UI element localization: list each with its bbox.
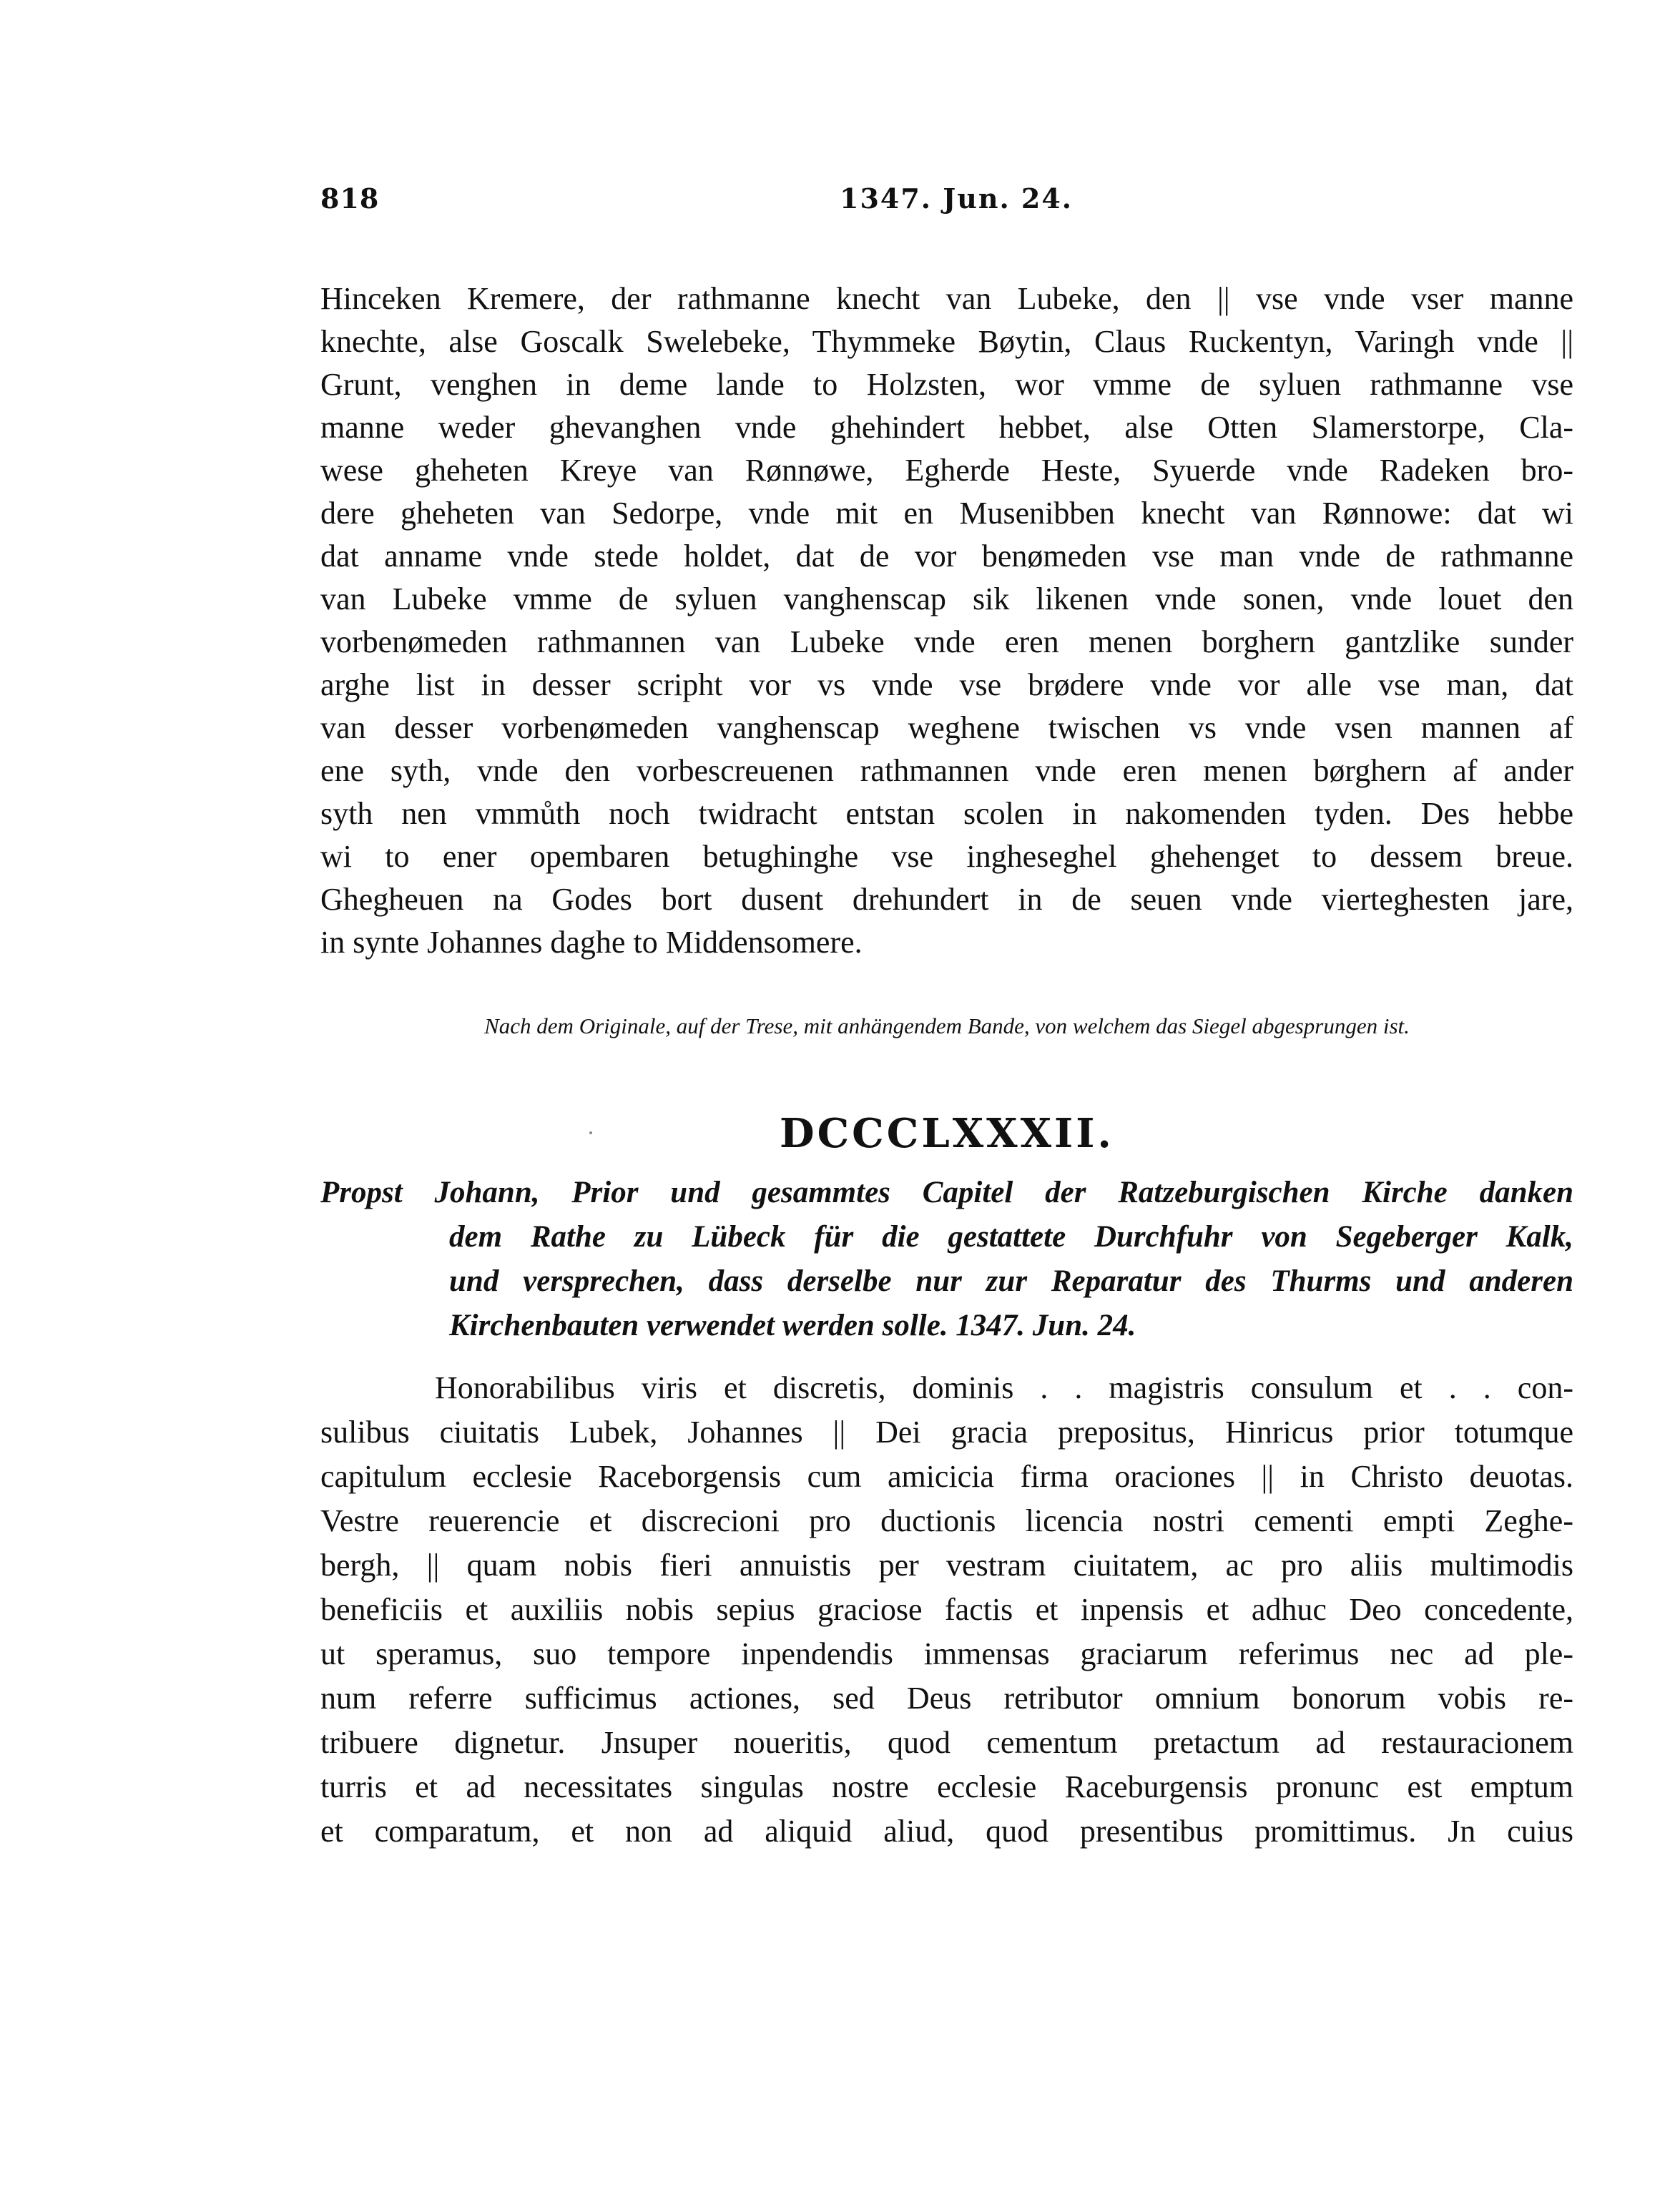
latin-line: Honorabilibus viris et discretis, dominis . . magistris consulum et . . con-: [435, 1370, 1573, 1405]
charter-line: vorbenømeden rathmannen van Lubeke vnde eren menen borghern gantzlike sunder: [320, 624, 1573, 659]
charter-line: dere gheheten van Sedorpe, vnde mit en Musenibben knecht van Rønnowe: dat wi: [320, 496, 1573, 531]
latin-line: sulibus ciuitatis Lubek, Johannes || Dei gracia prepositus, Hinricus prior totumque: [320, 1415, 1573, 1450]
summary-line: Propst Johann, Prior und gesammtes Capitel der Ratzeburgischen Kirche danken: [320, 1176, 1573, 1209]
page-header: [320, 182, 1573, 225]
charter-line: Grunt, venghen in deme lande to Holzsten, wor vmme de syluen rathmanne vse: [320, 367, 1573, 402]
latin-line: num referre sufficimus actiones, sed Deus retributor omnium bonorum vobis re-: [320, 1681, 1573, 1716]
summary-line: dem Rathe zu Lübeck für die gestattete Durchfuhr von Segeberger Kalk,: [449, 1220, 1573, 1254]
latin-line: capitulum ecclesie Raceborgensis cum amicicia firma oraciones || in Christo deuotas.: [320, 1459, 1573, 1494]
summary-line: Kirchenbauten verwendet werden solle. 1347. Jun. 24.: [449, 1309, 1136, 1342]
latin-line: beneficiis et auxiliis nobis sepius graciose factis et inpensis et adhuc Deo concedente,: [320, 1592, 1573, 1627]
charter-line: manne weder ghevanghen vnde ghehindert hebbet, alse Otten Slamerstorpe, Cla-: [320, 410, 1573, 445]
latin-line: et comparatum, et non ad aliquid aliud, quod presentibus promittimus. Jn cuius: [320, 1814, 1573, 1849]
charter-text: [320, 277, 1573, 964]
latin-line: Vestre reuerencie et discrecioni pro ductionis licencia nostri cementi empti Zeghe-: [320, 1503, 1573, 1538]
charter-line: wese gheheten Kreye van Rønnøwe, Egherde Heste, Syuerde vnde Radeken bro-: [320, 453, 1573, 488]
charter-line: knechte, alse Goscalk Swelebeke, Thymmeke Bøytin, Claus Ruckentyn, Varingh vnde ||: [320, 324, 1573, 359]
document-number: DCCCLXXXII.: [780, 1110, 1114, 1157]
summary-line: und versprechen, dass derselbe nur zur Reparatur des Thurms und anderen: [449, 1264, 1573, 1298]
charter-line: Ghegheuen na Godes bort dusent drehundert in de seuen vnde vierteghesten jare,: [320, 882, 1573, 917]
charter-line: dat anname vnde stede holdet, dat de vor benømeden vse man vnde de rathmanne: [320, 539, 1573, 574]
charter-line: Hinceken Kremere, der rathmanne knecht van Lubeke, den || vse vnde vser manne: [320, 281, 1573, 316]
source-note: Nach dem Originale, auf der Trese, mit anhängendem Bande, von welchem das Siegel abgesprungen ist.: [484, 1013, 1410, 1038]
charter-line: syth nen vmmůth noch twidracht entstan scolen in nakomenden tyden. Des hebbe: [320, 796, 1573, 831]
charter-line: van Lubeke vmme de syluen vanghenscap sik likenen vnde sonen, vnde louet den: [320, 581, 1573, 616]
charter-line: van desser vorbenømeden vanghenscap weghene twischen vs vnde vsen mannen af: [320, 710, 1573, 745]
latin-text: [320, 1366, 1573, 1854]
charter-line: arghe list in desser scripht vor vs vnde vse brødere vnde vor alle vse man, dat: [320, 667, 1573, 702]
charter-line: in synte Johannes daghe to Middensomere.: [320, 925, 863, 960]
document-summary: [320, 1171, 1573, 1348]
latin-line: turris et ad necessitates singulas nostre ecclesie Raceburgensis pronunc est emptum: [320, 1769, 1573, 1804]
latin-line: bergh, || quam nobis fieri annuistis per vestram ciuitatem, ac pro aliis multimodis: [320, 1548, 1573, 1583]
charter-line: ene syth, vnde den vorbescreuenen rathmannen vnde eren menen børghern af ander: [320, 753, 1573, 788]
page-number: 818: [320, 182, 380, 215]
latin-line: ut speramus, suo tempore inpendendis immensas graciarum referimus nec ad ple-: [320, 1636, 1573, 1671]
charter-line: wi to ener opembaren betughinghe vse ingheseghel ghehenget to dessem breue.: [320, 839, 1573, 874]
running-head-date: 1347. Jun. 24.: [840, 182, 1074, 215]
latin-line: tribuere dignetur. Jnsuper noueritis, quod cementum pretactum ad restauracionem: [320, 1725, 1573, 1760]
